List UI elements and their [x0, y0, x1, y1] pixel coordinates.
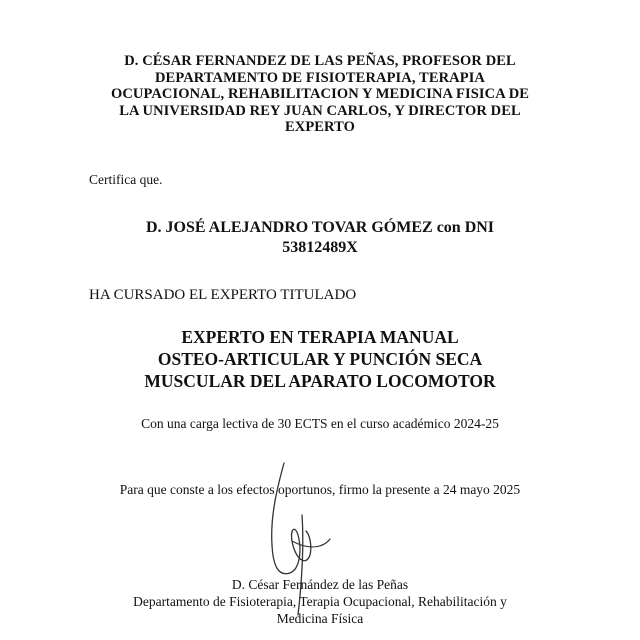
student-name: D. JOSÉ ALEJANDRO TOVAR GÓMEZ con DNI	[145, 219, 495, 236]
student-name-block	[100, 218, 540, 258]
cursado-text: HA CURSADO EL EXPERTO TITULADO	[89, 287, 357, 303]
signatory-department: Departamento de Fisioterapia, Terapia Ocupacional, Rehabilitación y	[133, 594, 507, 609]
issuer-header-line: OCUPACIONAL, REHABILITACION Y MEDICINA FISICA DE	[110, 86, 530, 102]
course-title-line: MUSCULAR DEL APARATO LOCOMOTOR	[144, 371, 496, 391]
certifica-text: Certifica que.	[89, 172, 163, 187]
issuer-header	[80, 53, 560, 136]
student-dni: 53812489X	[282, 239, 358, 256]
signature-statement: Para que conste a los efectos oportunos, firmo la presente a 24 mayo 2025	[119, 482, 521, 497]
issuer-header-line: LA UNIVERSIDAD REY JUAN CARLOS, Y DIRECTOR DEL	[119, 102, 521, 119]
signatory-department-cont: Medicina Física	[276, 611, 364, 626]
course-title-line: OSTEO-ARTICULAR Y PUNCIÓN SECA	[157, 349, 483, 369]
signatory-footer	[60, 576, 580, 627]
issuer-header-line: EXPERTO	[284, 119, 356, 135]
issuer-header-line: D. CÉSAR FERNANDEZ DE LAS PEÑAS, PROFESOR DEL	[124, 53, 516, 69]
signatory-name: D. César Fernández de las Peñas	[231, 577, 409, 592]
credit-load-text: Con una carga lectiva de 30 ECTS en el curso académico 2024-25	[141, 416, 499, 431]
course-title-line: EXPERTO EN TERAPIA MANUAL	[181, 327, 459, 347]
issuer-header-line: DEPARTAMENTO DE FISIOTERAPIA, TERAPIA	[154, 69, 486, 86]
course-title	[80, 326, 560, 392]
